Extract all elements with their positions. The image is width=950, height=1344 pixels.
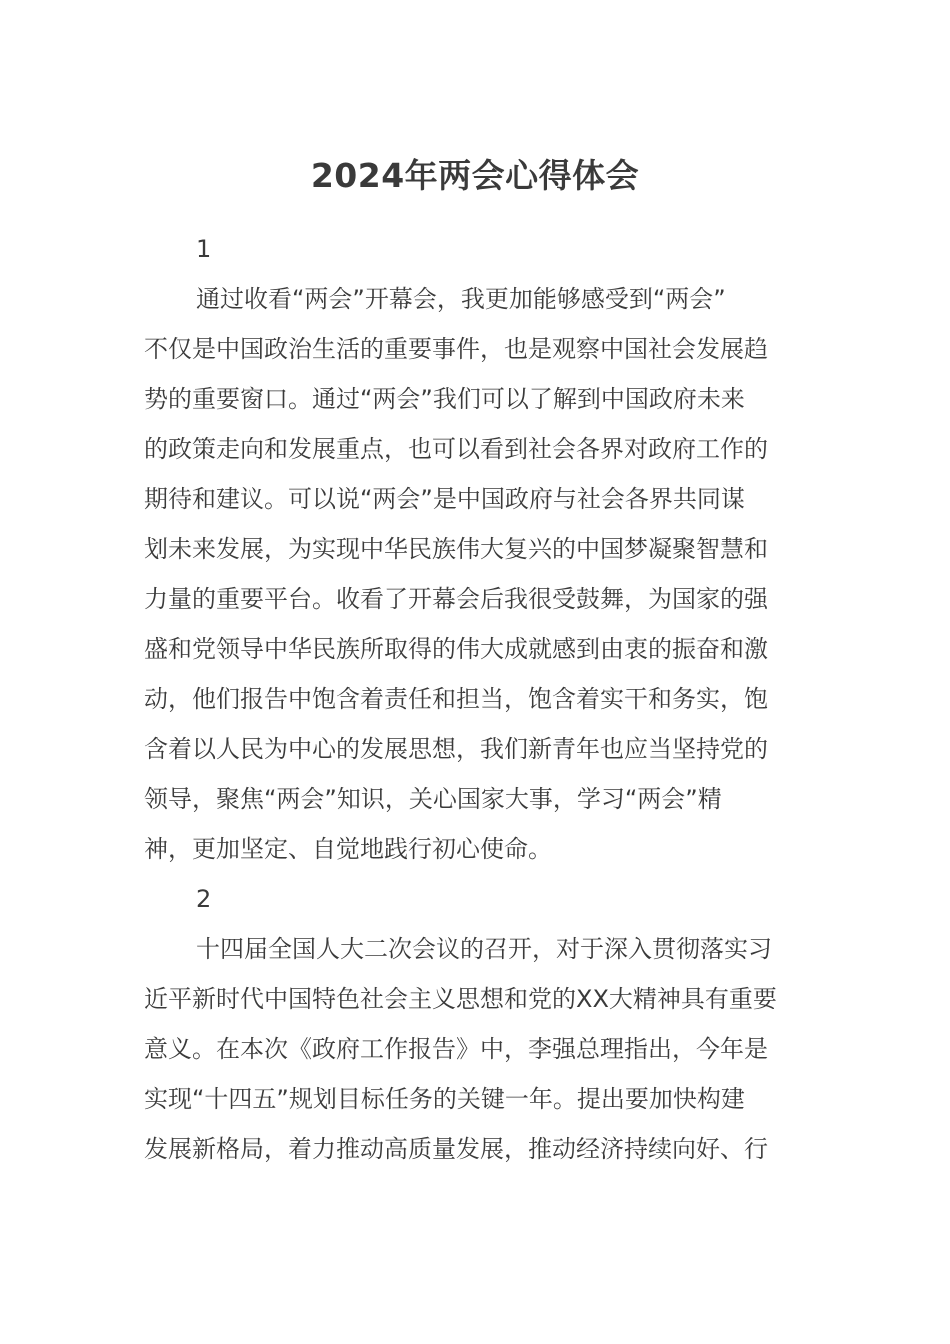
paragraph-line: 十四届全国人大二次会议的召开，对于深入贯彻落实习 [196, 935, 772, 963]
paragraph-line: 通过收看“两会”开幕会，我更加能够感受到“两会” [196, 285, 726, 313]
paragraph-line: 势的重要窗口。通过“两会”我们可以了解到中国政府未来 [144, 385, 745, 413]
paragraph-line: 的政策走向和发展重点，也可以看到社会各界对政府工作的 [144, 435, 768, 463]
paragraph-line: 不仅是中国政治生活的重要事件，也是观察中国社会发展趋 [144, 335, 768, 363]
paragraph-line: 实现“十四五”规划目标任务的关键一年。提出要加快构建 [144, 1085, 745, 1113]
section-2 [144, 874, 816, 1174]
section-1 [144, 224, 816, 874]
paragraph-line: 近平新时代中国特色社会主义思想和党的XX大精神具有重要 [144, 985, 777, 1013]
paragraph-line: 领导，聚焦“两会”知识，关心国家大事，学习“两会”精 [144, 785, 722, 813]
document-body [144, 224, 816, 1174]
paragraph-line: 意义。在本次《政府工作报告》中，李强总理指出，今年是 [144, 1035, 768, 1063]
document-title: 2024年两会心得体会 [310, 156, 640, 195]
paragraph-line: 动，他们报告中饱含着责任和担当，饱含着实干和务实，饱 [144, 685, 768, 713]
section-number: 2 [196, 885, 212, 913]
paragraph-line: 神，更加坚定、自觉地践行初心使命。 [144, 835, 552, 863]
paragraph-line: 期待和建议。可以说“两会”是中国政府与社会各界共同谋 [144, 485, 745, 513]
paragraph-line: 发展新格局，着力推动高质量发展，推动经济持续向好、行 [144, 1135, 768, 1163]
section-number: 1 [196, 235, 212, 263]
paragraph-line: 盛和党领导中华民族所取得的伟大成就感到由衷的振奋和激 [144, 635, 768, 663]
paragraph-line: 力量的重要平台。收看了开幕会后我很受鼓舞，为国家的强 [144, 585, 768, 613]
paragraph-line: 含着以人民为中心的发展思想，我们新青年也应当坚持党的 [144, 735, 768, 763]
paragraph-line: 划未来发展，为实现中华民族伟大复兴的中国梦凝聚智慧和 [144, 535, 768, 563]
